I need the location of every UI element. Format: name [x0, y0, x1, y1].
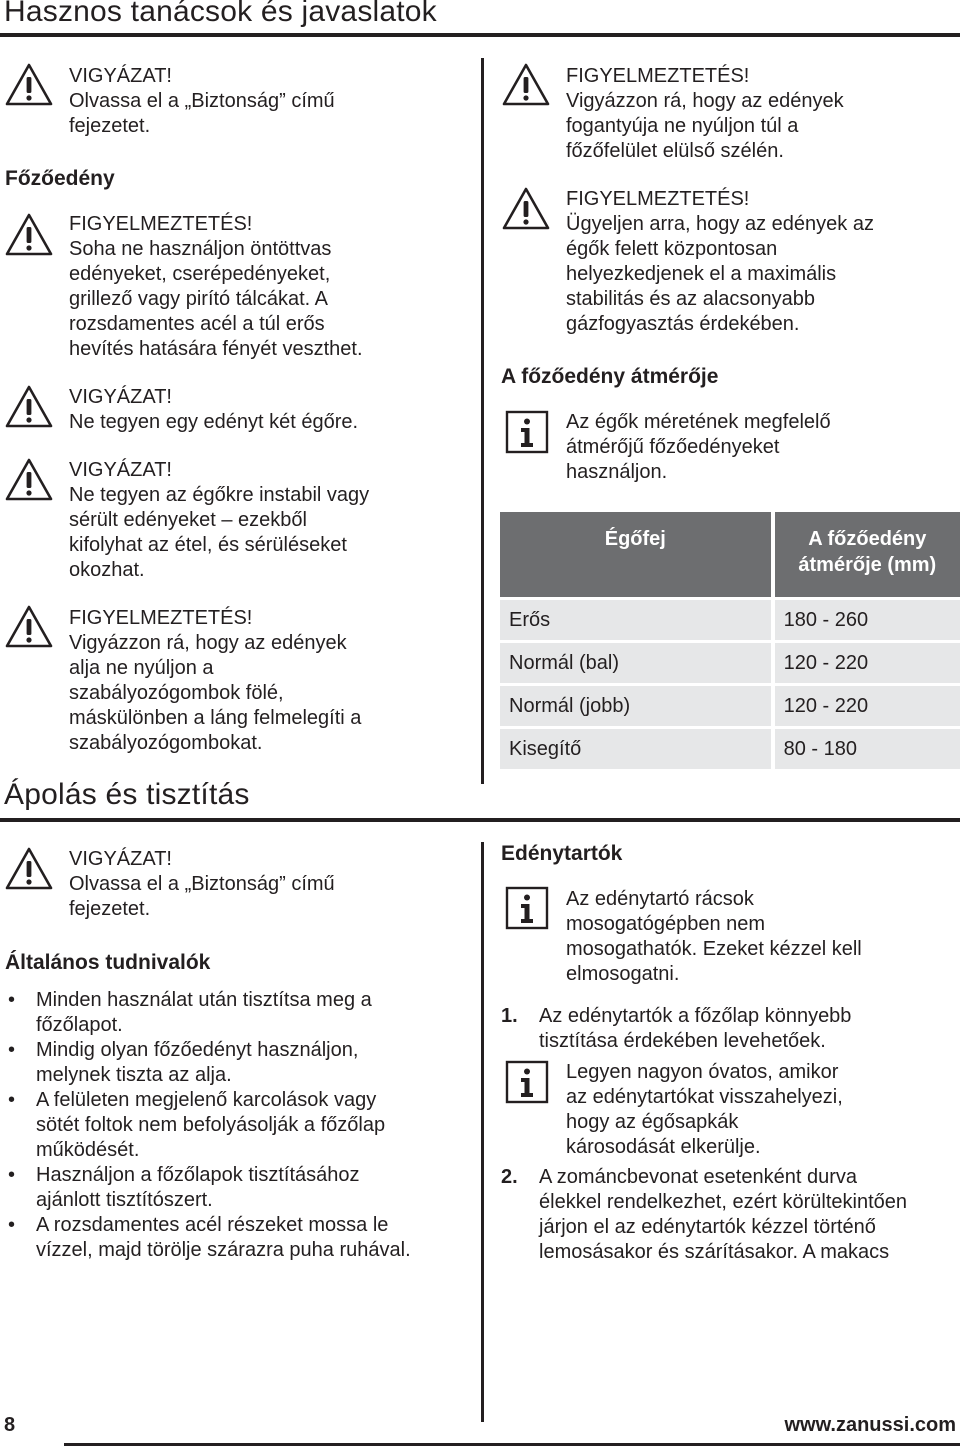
bullet-list — [8, 988, 468, 1263]
column-divider — [481, 842, 484, 1422]
warning-title: FIGYELMEZTETÉS! — [566, 65, 750, 87]
warning-text: Ügyeljen arra, hogy az edények az égők felett központosan helyezkedjenek el a maximális stabilitás és az alacsonyabb gázfogyasztás érdekében. — [566, 213, 874, 335]
step-1 — [501, 1004, 941, 1054]
warning-pan-handles — [566, 64, 844, 164]
heading-general-info: Általános tudnivalók — [5, 951, 211, 974]
warning-triangle-icon — [4, 384, 54, 430]
step-number: 1. — [501, 1005, 518, 1027]
table-cell: 120 - 220 — [775, 640, 960, 683]
heading-pan-diameter: A főzőedény átmérője — [501, 365, 719, 388]
table-row — [500, 726, 960, 769]
warning-triangle-icon — [501, 186, 551, 232]
diameter-table — [500, 512, 960, 769]
caution-text: Olvassa el a „Biztonság” című fejezetet. — [69, 90, 335, 137]
table-cell: 180 - 260 — [775, 597, 960, 640]
page-number: 8 — [4, 1414, 16, 1436]
heading-pan-supports: Edénytartók — [501, 842, 623, 865]
page-title: Hasznos tanácsok és javaslatok — [4, 0, 437, 28]
table-cell: Kisegítő — [500, 726, 775, 769]
caution-title: VIGYÁZAT! — [69, 386, 172, 408]
info-icon — [505, 410, 549, 454]
caution-text: Ne tegyen az égőkre instabil vagy sérült edényeket – ezekből kifolyhat az étel, és sérüléseket okozhat. — [69, 484, 370, 581]
caution-read-safety — [69, 64, 335, 139]
list-item — [8, 988, 468, 1038]
table-cell: 80 - 180 — [775, 726, 960, 769]
list-item-text: Minden használat után tisztítsa meg a főzőlapot. — [36, 989, 372, 1036]
info-text: Legyen nagyon óvatos, amikor az edénytartókat visszahelyezi, hogy az égősapkák károsodását elkerülje. — [566, 1061, 843, 1158]
caution-text: Ne tegyen egy edényt két égőre. — [69, 411, 359, 433]
info-pan-size — [566, 410, 831, 485]
section-title-care: Ápolás és tisztítás — [4, 778, 250, 811]
table-row — [500, 640, 960, 683]
warning-text: Vigyázzon rá, hogy az edények fogantyúja ne nyúljon túl a főzőfelület elülső szélén. — [566, 90, 844, 162]
table-row — [500, 683, 960, 726]
table-cell: 120 - 220 — [775, 683, 960, 726]
info-icon — [505, 886, 549, 930]
warning-title: FIGYELMEZTETÉS! — [69, 607, 253, 629]
table-header-diameter: A főzőedény átmérője (mm) — [775, 512, 960, 597]
warning-triangle-icon — [4, 212, 54, 258]
warning-text: Vigyázzon rá, hogy az edények alja ne nyúljon a szabályozógombok fölé, máskülönben a láng felmelegíti a szabályozógombokat. — [69, 632, 362, 754]
caution-text: Olvassa el a „Biztonság” című fejezetet. — [69, 873, 335, 920]
list-item — [8, 1038, 468, 1088]
caution-two-burners — [69, 385, 358, 435]
warning-triangle-icon — [4, 457, 54, 503]
table-row — [500, 597, 960, 640]
list-item-text: Mindig olyan főzőedényt használjon, melynek tiszta az alja. — [36, 1039, 359, 1086]
table-cell: Normál (jobb) — [500, 683, 775, 726]
list-item-text: A felületen megjelenő karcolások vagy sötét foltok nem befolyásolják a főzőlap működését. — [36, 1089, 386, 1161]
footer-url[interactable]: www.zanussi.com — [784, 1414, 956, 1436]
info-careful-refit — [566, 1060, 843, 1160]
bullet-dot: • — [8, 1089, 16, 1111]
caution-read-safety-2 — [69, 847, 335, 922]
bullet-dot: • — [8, 989, 16, 1011]
caution-title: VIGYÁZAT! — [69, 65, 172, 87]
info-dishwasher — [566, 887, 862, 987]
warning-triangle-icon — [4, 846, 54, 892]
title-rule — [0, 33, 960, 37]
list-item — [8, 1163, 468, 1213]
bullet-dot: • — [8, 1164, 16, 1186]
column-divider — [481, 58, 484, 784]
warning-triangle-icon — [4, 62, 54, 108]
list-item — [8, 1213, 468, 1263]
table-cell: Normál (bal) — [500, 640, 775, 683]
warning-title: FIGYELMEZTETÉS! — [69, 213, 253, 235]
table-header-burner: Égőfej — [500, 512, 775, 597]
section-rule — [0, 818, 960, 822]
footer-rule — [64, 1443, 960, 1446]
warning-cast-iron — [69, 212, 363, 362]
info-icon — [505, 1060, 549, 1104]
step-text: Az edénytartók a főzőlap könnyebb tisztítása érdekében levehetőek. — [539, 1005, 852, 1052]
step-number: 2. — [501, 1166, 518, 1188]
warning-title: FIGYELMEZTETÉS! — [566, 188, 750, 210]
step-text: A zománcbevonat esetenként durva élekkel rendelkezhet, ezért körültekintően járjon el az edénytartók kézzel történő lemosásakor és szárításakor. A makacs — [539, 1166, 907, 1263]
step-2 — [501, 1165, 956, 1265]
table-cell: Erős — [500, 597, 775, 640]
warning-text: Soha ne használjon öntöttvas edényeket, cserépedényeket, grillező vagy pirító tálcákat. A rozsdamentes acél a túl erős hevítés hatására fényét veszthet. — [69, 238, 363, 360]
caution-unstable-pans — [69, 458, 369, 583]
warning-control-knobs — [69, 606, 361, 756]
list-item-text: Használjon a főzőlapok tisztításához ajánlott tisztítószert. — [36, 1164, 360, 1211]
heading-fozoedeny: Főzőedény — [5, 167, 115, 190]
info-text: Az edénytartó rácsok mosogatógépben nem mosogathatók. Ezeket kézzel kell elmosogatni. — [566, 888, 862, 985]
caution-title: VIGYÁZAT! — [69, 848, 172, 870]
warning-center-pans — [566, 187, 874, 337]
caution-title: VIGYÁZAT! — [69, 459, 172, 481]
warning-triangle-icon — [501, 62, 551, 108]
warning-triangle-icon — [4, 604, 54, 650]
list-item — [8, 1088, 468, 1163]
list-item-text: A rozsdamentes acél részeket mossa le vízzel, majd törölje szárazra puha ruhával. — [36, 1214, 411, 1261]
info-text: Az égők méretének megfelelő átmérőjű főzőedényeket használjon. — [566, 411, 831, 483]
bullet-dot: • — [8, 1039, 16, 1061]
bullet-dot: • — [8, 1214, 16, 1236]
